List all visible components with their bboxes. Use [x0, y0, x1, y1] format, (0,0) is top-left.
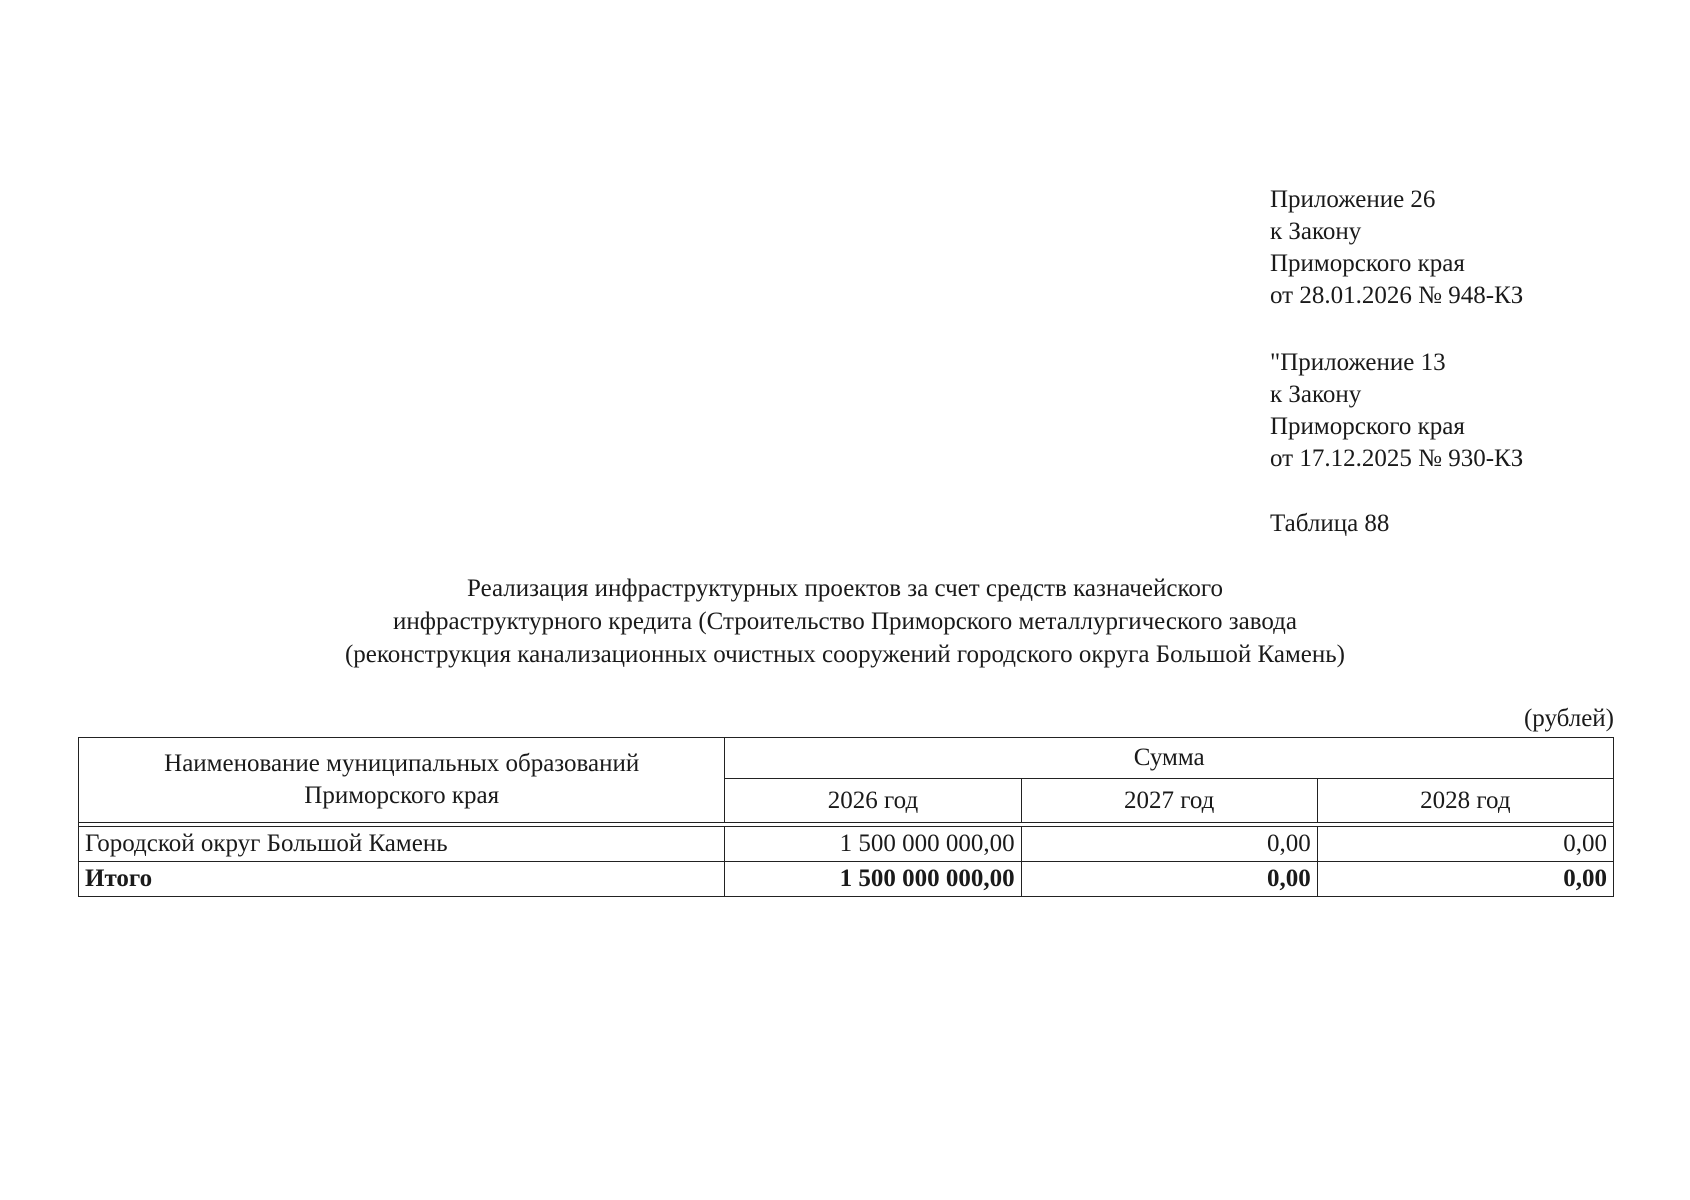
appendix-original-line1: "Приложение 13 — [1270, 349, 1446, 376]
budget-table — [78, 737, 1614, 897]
row-value-2027: 0,00 — [1021, 827, 1317, 862]
row-municipality-name: Городской округ Большой Камень — [79, 827, 725, 862]
header-sum: Сумма — [725, 738, 1614, 779]
title-line2: инфраструктурного кредита (Строительство Приморского металлургического завода — [393, 608, 1297, 635]
title-line3: (реконструкция канализационных очистных сооружений городского округа Большой Камень) — [344, 641, 1346, 668]
row-value-2026: 1 500 000 000,00 — [725, 827, 1021, 862]
units-label: (рублей) — [1523, 705, 1614, 732]
document-title — [0, 572, 1690, 671]
header-municipality-line1: Наименование муниципальных образований — [164, 750, 640, 777]
header-municipality-line2: Приморского края — [304, 782, 500, 809]
appendix-original-block — [1270, 347, 1523, 475]
appendix-current-line3: Приморского края — [1270, 250, 1465, 277]
total-value-2026: 1 500 000 000,00 — [725, 862, 1021, 897]
row-value-2028: 0,00 — [1317, 827, 1613, 862]
total-value-2028: 0,00 — [1317, 862, 1613, 897]
title-line1: Реализация инфраструктурных проектов за счет средств казначейского — [467, 575, 1223, 602]
header-municipality — [79, 738, 725, 823]
table-number: Таблица 88 — [1270, 510, 1390, 537]
table-header-row — [79, 738, 1614, 779]
table-row — [79, 827, 1614, 862]
total-row — [79, 862, 1614, 897]
appendix-current-block — [1270, 184, 1523, 312]
appendix-original-line2: к Закону — [1270, 381, 1362, 408]
appendix-current-line2: к Закону — [1270, 218, 1362, 245]
header-year-2028: 2028 год — [1317, 779, 1613, 823]
total-label: Итого — [79, 862, 725, 897]
appendix-current-line1: Приложение 26 — [1270, 186, 1436, 213]
header-year-2027: 2027 год — [1021, 779, 1317, 823]
appendix-current-line4: от 28.01.2026 № 948-КЗ — [1270, 282, 1524, 309]
appendix-original-line3: Приморского края — [1270, 413, 1465, 440]
appendix-original-line4: от 17.12.2025 № 930-КЗ — [1270, 445, 1524, 472]
table-number-block — [1270, 508, 1389, 540]
header-year-2026: 2026 год — [725, 779, 1021, 823]
total-value-2027: 0,00 — [1021, 862, 1317, 897]
